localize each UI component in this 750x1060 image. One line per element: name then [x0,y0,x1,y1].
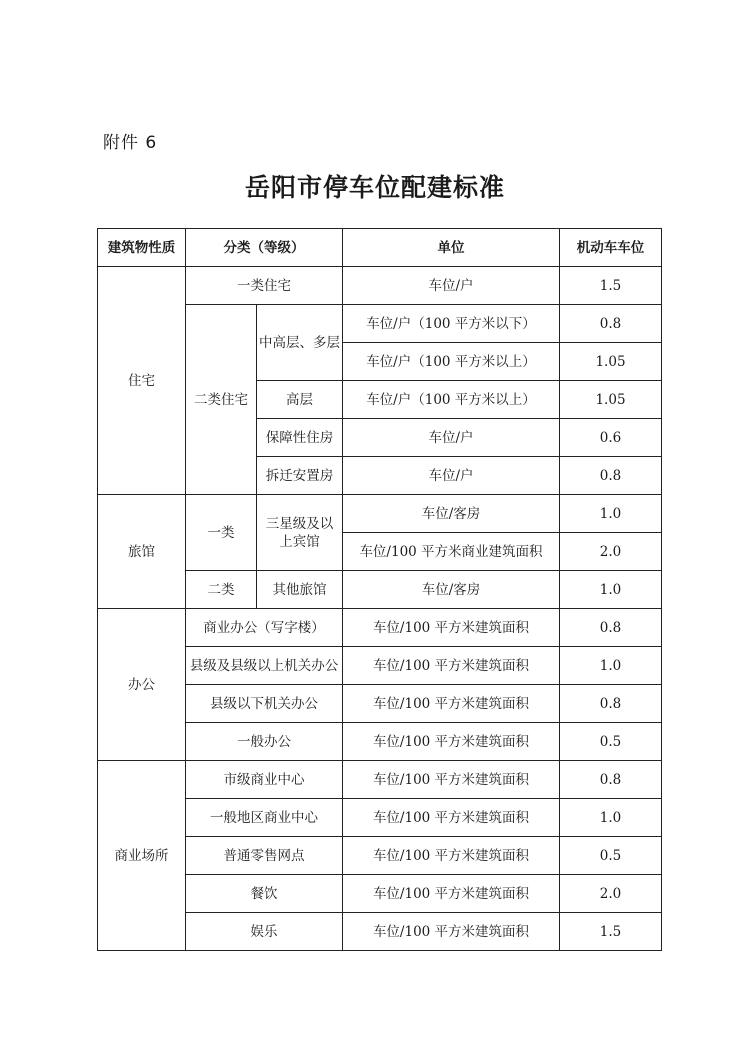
subclass-affordable: 保障性住房 [257,419,343,457]
table-row [98,495,662,533]
unit-cell: 车位/100 平方米建筑面积 [343,913,560,951]
value-cell: 0.6 [560,419,662,457]
attachment-label: 附件 6 [103,133,158,153]
class-cell: 普通零售网点 [186,837,343,875]
unit-cell: 车位/100 平方米建筑面积 [343,609,560,647]
unit-cell: 车位/户（100 平方米以上） [343,381,560,419]
unit-cell: 车位/100 平方米商业建筑面积 [343,533,560,571]
value-cell: 2.0 [560,875,662,913]
value-cell: 0.5 [560,837,662,875]
class-cell: 商业办公（写字楼） [186,609,343,647]
unit-cell: 车位/100 平方米建筑面积 [343,647,560,685]
value-cell: 0.5 [560,723,662,761]
unit-cell: 车位/100 平方米建筑面积 [343,875,560,913]
class-hotel-1: 一类 [186,495,257,571]
table-row [98,267,662,305]
unit-cell: 车位/户（100 平方米以上） [343,343,560,381]
value-cell: 1.5 [560,913,662,951]
unit-cell: 车位/户 [343,419,560,457]
category-office: 办公 [98,609,186,761]
header-building-type: 建筑物性质 [98,229,186,267]
value-cell: 1.05 [560,381,662,419]
unit-cell: 车位/户 [343,267,560,305]
value-cell: 0.8 [560,761,662,799]
unit-cell: 车位/客房 [343,495,560,533]
unit-cell: 车位/100 平方米建筑面积 [343,837,560,875]
document-title: 岳阳市停车位配建标准 [244,173,505,202]
table-header-row [98,229,662,267]
parking-standard-table [97,228,662,951]
header-unit: 单位 [343,229,560,267]
unit-cell: 车位/100 平方米建筑面积 [343,723,560,761]
class-cell: 餐饮 [186,875,343,913]
subclass-high-rise: 高层 [257,381,343,419]
value-cell: 1.05 [560,343,662,381]
subclass-other-hotel: 其他旅馆 [257,571,343,609]
value-cell: 2.0 [560,533,662,571]
category-commercial: 商业场所 [98,761,186,951]
value-cell: 0.8 [560,609,662,647]
class-cell: 县级以下机关办公 [186,685,343,723]
class-cell: 县级及县级以上机关办公 [186,647,343,685]
class-residential-1: 一类住宅 [186,267,343,305]
value-cell: 0.8 [560,305,662,343]
class-cell: 市级商业中心 [186,761,343,799]
subclass-three-star: 三星级及以上宾馆 [257,495,343,571]
unit-cell: 车位/100 平方米建筑面积 [343,799,560,837]
value-cell: 1.0 [560,495,662,533]
value-cell: 1.5 [560,267,662,305]
value-cell: 1.0 [560,799,662,837]
class-cell: 娱乐 [186,913,343,951]
class-residential-2: 二类住宅 [186,305,257,495]
class-hotel-2: 二类 [186,571,257,609]
value-cell: 1.0 [560,647,662,685]
subclass-resettlement: 拆迁安置房 [257,457,343,495]
value-cell: 0.8 [560,457,662,495]
unit-cell: 车位/100 平方米建筑面积 [343,761,560,799]
header-classification: 分类（等级） [186,229,343,267]
table-row [98,761,662,799]
table-row [98,609,662,647]
unit-cell: 车位/户 [343,457,560,495]
header-parking-spaces: 机动车车位 [560,229,662,267]
class-cell: 一般办公 [186,723,343,761]
category-residential: 住宅 [98,267,186,495]
class-cell: 一般地区商业中心 [186,799,343,837]
value-cell: 1.0 [560,571,662,609]
subclass-mid-high-multi: 中高层、多层 [257,305,343,381]
unit-cell: 车位/户（100 平方米以下） [343,305,560,343]
value-cell: 0.8 [560,685,662,723]
unit-cell: 车位/100 平方米建筑面积 [343,685,560,723]
unit-cell: 车位/客房 [343,571,560,609]
category-hotel: 旅馆 [98,495,186,609]
